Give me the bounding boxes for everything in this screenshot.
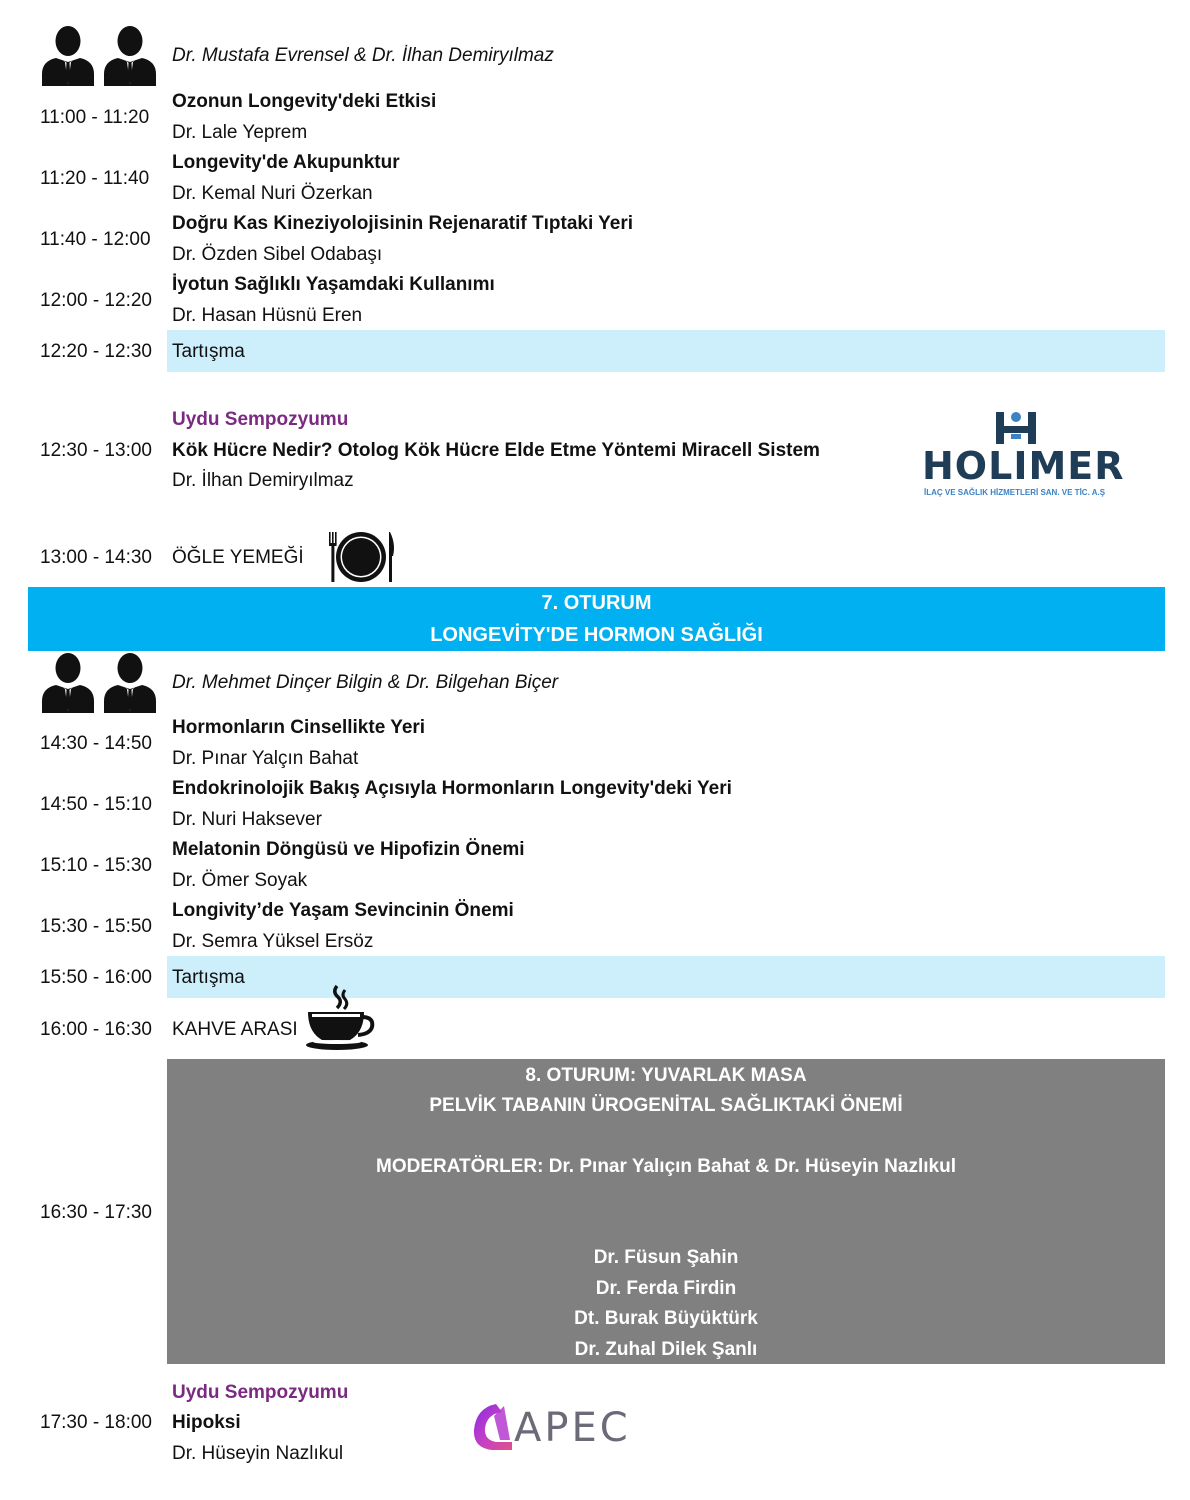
- talk-speaker: Dr. Kemal Nuri Özerkan: [172, 183, 373, 204]
- talk-speaker: Dr. Ömer Soyak: [172, 870, 308, 891]
- discussion-time: 15:50 - 16:00: [40, 967, 152, 988]
- symposium-time: 12:30 - 13:00: [40, 440, 152, 461]
- lunch-label: ÖĞLE YEMEĞİ: [172, 547, 304, 568]
- talk-title: Melatonin Döngüsü ve Hipofizin Önemi: [172, 839, 525, 860]
- talk-time: 12:00 - 12:20: [40, 290, 152, 311]
- symposium-time: 17:30 - 18:00: [40, 1412, 152, 1433]
- talk-time: 11:00 - 11:20: [40, 107, 150, 128]
- talk-time: 15:10 - 15:30: [40, 855, 152, 876]
- symposium-title: Hipoksi: [172, 1412, 241, 1433]
- talk-title: Doğru Kas Kineziyolojisinin Rejenaratif Tıptaki Yeri: [172, 213, 634, 234]
- apec-wordmark: APEC: [514, 1405, 631, 1451]
- moderators-text: Dr. Mehmet Dinçer Bilgin & Dr. Bilgehan Biçer: [172, 672, 559, 693]
- moderators-icon: [40, 651, 160, 713]
- lunch-time: 13:00 - 14:30: [40, 547, 152, 568]
- talk-speaker: Dr. Lale Yeprem: [172, 122, 308, 143]
- session-8-time: 16:30 - 17:30: [40, 1202, 152, 1223]
- session-8-subtitle: PELVİK TABANIN ÜROGENİTAL SAĞLIKTAKİ ÖNEMİ: [429, 1095, 903, 1117]
- panelist: Dr. Ferda Firdin: [595, 1277, 737, 1299]
- talk-title: Longevity'de Akupunktur: [172, 152, 400, 173]
- plate-cutlery-icon: [326, 530, 398, 584]
- moderators-icon: [40, 24, 160, 86]
- session-7-header: [28, 587, 1165, 651]
- panelist: Dt. Burak Büyüktürk: [574, 1308, 758, 1330]
- talk-time: 11:40 - 12:00: [40, 229, 151, 250]
- apec-mark-icon: [470, 1400, 514, 1454]
- session-title: 7. OTURUM: [541, 592, 652, 614]
- talk-time: 11:20 - 11:40: [40, 168, 150, 189]
- session-8-title: 8. OTURUM: YUVARLAK MASA: [525, 1065, 807, 1086]
- discussion-label: Tartışma: [172, 341, 245, 362]
- talk-title: Hormonların Cinsellikte Yeri: [172, 717, 426, 738]
- panelist: Dr. Zuhal Dilek Şanlı: [574, 1338, 758, 1360]
- session-subtitle: LONGEVİTY'DE HORMON SAĞLIĞI: [430, 624, 763, 646]
- blank-line: [167, 1122, 1165, 1152]
- symposium-speaker: Dr. Hüseyin Nazlıkul: [172, 1443, 344, 1464]
- talk-title: İyotun Sağlıklı Yaşamdaki Kullanımı: [172, 274, 495, 295]
- blank-line: [167, 1213, 1165, 1243]
- talk-speaker: Dr. Özden Sibel Odabaşı: [172, 244, 383, 265]
- holimer-wordmark: HOLIMER: [922, 444, 1125, 488]
- talk-title: Longivity’de Yaşam Sevincinin Önemi: [172, 900, 514, 921]
- talk-title: Endokrinolojik Bakış Açısıyla Hormonların Longevity'deki Yeri: [172, 778, 732, 799]
- talk-speaker: Dr. Nuri Haksever: [172, 809, 322, 830]
- talk-speaker: Dr. Hasan Hüsnü Eren: [172, 305, 363, 326]
- coffee-label: KAHVE ARASI: [172, 1019, 298, 1040]
- holimer-tagline: İLAÇ VE SAĞLIK HİZMETLERİ SAN. VE TİC. A.Ş: [924, 488, 1106, 497]
- holimer-mark-icon: [994, 410, 1038, 446]
- symposium-speaker: Dr. İlhan Demiryılmaz: [172, 470, 354, 491]
- symposium-label: Uydu Sempozyumu: [172, 1382, 349, 1403]
- session-8-moderators: MODERATÖRLER: Dr. Pınar Yalıçın Bahat & Dr. Hüseyin Nazlıkul: [376, 1156, 956, 1178]
- panelist: Dr. Füsun Şahin: [593, 1247, 739, 1269]
- talk-title: Ozonun Longevity'deki Etkisi: [172, 91, 437, 112]
- talk-time: 14:30 - 14:50: [40, 733, 152, 754]
- coffee-time: 16:00 - 16:30: [40, 1019, 152, 1040]
- talk-time: 14:50 - 15:10: [40, 794, 152, 815]
- blank-line: [167, 1183, 1165, 1213]
- discussion-band: [167, 330, 1165, 372]
- coffee-cup-icon: [304, 984, 378, 1054]
- holimer-logo: [920, 410, 1125, 502]
- talk-time: 15:30 - 15:50: [40, 916, 152, 937]
- talk-speaker: Dr. Pınar Yalçın Bahat: [172, 748, 359, 769]
- talk-speaker: Dr. Semra Yüksel Ersöz: [172, 931, 374, 952]
- session-8-box: [167, 1059, 1165, 1390]
- panelist: Dr. Selcen Bahadır: [582, 1368, 750, 1390]
- symposium-title: Kök Hücre Nedir? Otolog Kök Hücre Elde Etme Yöntemi Miracell Sistem: [172, 440, 820, 461]
- apec-logo: [470, 1400, 670, 1456]
- moderators-text: Dr. Mustafa Evrensel & Dr. İlhan Demiryılmaz: [172, 45, 554, 66]
- discussion-time: 12:20 - 12:30: [40, 341, 152, 362]
- symposium-label: Uydu Sempozyumu: [172, 409, 349, 430]
- discussion-label: Tartışma: [172, 967, 245, 988]
